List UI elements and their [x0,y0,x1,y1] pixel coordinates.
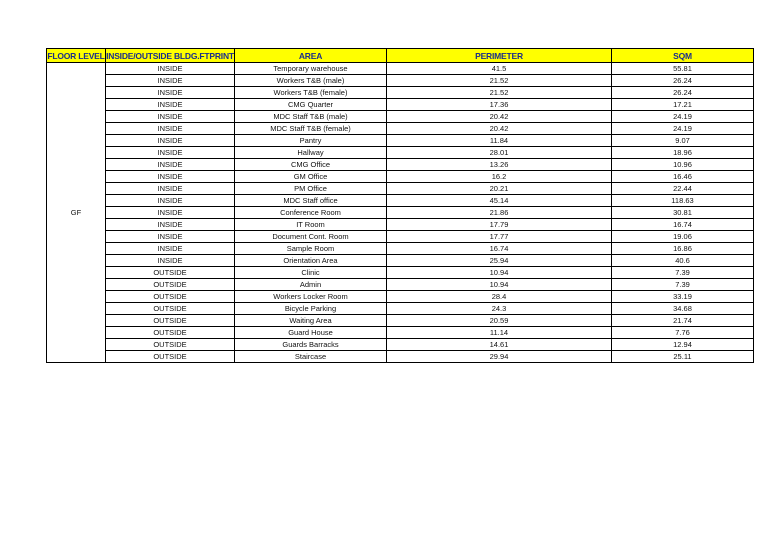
perimeter-cell[interactable]: 29.94 [387,351,612,363]
sqm-cell[interactable]: 55.81 [612,63,754,75]
area-cell[interactable]: Orientation Area [235,255,387,267]
inside-outside-cell[interactable]: INSIDE [106,135,235,147]
perimeter-cell[interactable]: 17.77 [387,231,612,243]
inside-outside-cell[interactable]: INSIDE [106,159,235,171]
sqm-cell[interactable]: 16.86 [612,243,754,255]
sqm-cell[interactable]: 9.07 [612,135,754,147]
table-row [47,291,754,303]
perimeter-cell[interactable]: 17.79 [387,219,612,231]
table-row [47,63,754,75]
table-row [47,303,754,315]
area-cell[interactable]: CMG Quarter [235,99,387,111]
table-row [47,147,754,159]
area-cell[interactable]: Workers T&B (female) [235,87,387,99]
sqm-cell[interactable]: 40.6 [612,255,754,267]
inside-outside-cell[interactable]: OUTSIDE [106,279,235,291]
header-perimeter[interactable]: PERIMETER [387,49,612,63]
sqm-cell[interactable]: 118.63 [612,195,754,207]
sqm-cell[interactable]: 19.06 [612,231,754,243]
area-cell[interactable]: Guards Barracks [235,339,387,351]
inside-outside-cell[interactable]: OUTSIDE [106,267,235,279]
perimeter-cell[interactable]: 11.14 [387,327,612,339]
floor-level-cell[interactable]: GF [47,63,106,363]
area-cell[interactable]: Admin [235,279,387,291]
inside-outside-cell[interactable]: INSIDE [106,99,235,111]
table-row [47,255,754,267]
area-cell[interactable]: PM Office [235,183,387,195]
table-row [47,327,754,339]
sqm-cell[interactable]: 24.19 [612,123,754,135]
area-cell[interactable]: Workers Locker Room [235,291,387,303]
area-cell[interactable]: MDC Staff T&B (female) [235,123,387,135]
perimeter-cell[interactable]: 10.94 [387,267,612,279]
sqm-cell[interactable]: 26.24 [612,87,754,99]
sqm-cell[interactable]: 22.44 [612,183,754,195]
table-row [47,351,754,363]
sqm-cell[interactable]: 21.74 [612,315,754,327]
perimeter-cell[interactable]: 24.3 [387,303,612,315]
inside-outside-cell[interactable]: INSIDE [106,147,235,159]
area-cell[interactable]: Guard House [235,327,387,339]
sqm-cell[interactable]: 7.39 [612,267,754,279]
area-cell[interactable]: MDC Staff office [235,195,387,207]
table-body [47,63,754,363]
perimeter-cell[interactable]: 10.94 [387,279,612,291]
sqm-cell[interactable]: 33.19 [612,291,754,303]
header-inside-outside[interactable]: INSIDE/OUTSIDE BLDG.FTPRINT [106,50,234,61]
sqm-cell[interactable]: 12.94 [612,339,754,351]
inside-outside-cell[interactable]: INSIDE [106,75,235,87]
inside-outside-cell[interactable]: OUTSIDE [106,339,235,351]
table-row [47,195,754,207]
inside-outside-cell[interactable]: INSIDE [106,87,235,99]
area-cell[interactable]: Document Cont. Room [235,231,387,243]
inside-outside-cell[interactable]: OUTSIDE [106,315,235,327]
perimeter-cell[interactable]: 17.36 [387,99,612,111]
sqm-cell[interactable]: 26.24 [612,75,754,87]
area-cell[interactable]: Staircase [235,351,387,363]
inside-outside-cell[interactable]: INSIDE [106,171,235,183]
perimeter-cell[interactable]: 14.61 [387,339,612,351]
area-cell[interactable]: CMG Office [235,159,387,171]
perimeter-cell[interactable]: 45.14 [387,195,612,207]
table-row [47,171,754,183]
perimeter-cell[interactable]: 20.21 [387,183,612,195]
sqm-cell[interactable]: 17.21 [612,99,754,111]
perimeter-cell[interactable]: 20.42 [387,123,612,135]
perimeter-cell[interactable]: 21.86 [387,207,612,219]
header-floor-level[interactable]: FLOOR LEVEL [47,50,105,61]
sqm-cell[interactable]: 16.74 [612,219,754,231]
table-row [47,123,754,135]
table-row [47,219,754,231]
inside-outside-cell[interactable]: INSIDE [106,243,235,255]
area-cell[interactable]: GM Office [235,171,387,183]
perimeter-cell[interactable]: 28.4 [387,291,612,303]
inside-outside-cell[interactable]: INSIDE [106,63,235,75]
perimeter-cell[interactable]: 28.01 [387,147,612,159]
inside-outside-cell[interactable]: OUTSIDE [106,303,235,315]
inside-outside-cell[interactable]: INSIDE [106,219,235,231]
perimeter-cell[interactable]: 21.52 [387,87,612,99]
inside-outside-cell[interactable]: INSIDE [106,111,235,123]
sqm-cell[interactable]: 16.46 [612,171,754,183]
inside-outside-cell[interactable]: OUTSIDE [106,351,235,363]
table-row [47,315,754,327]
area-cell[interactable]: Clinic [235,267,387,279]
table-row [47,111,754,123]
inside-outside-cell[interactable]: OUTSIDE [106,327,235,339]
area-cell[interactable]: Pantry [235,135,387,147]
area-cell[interactable]: Conference Room [235,207,387,219]
perimeter-cell[interactable]: 11.84 [387,135,612,147]
area-cell[interactable]: Waiting Area [235,315,387,327]
table-row [47,243,754,255]
perimeter-cell[interactable]: 20.59 [387,315,612,327]
table-row [47,159,754,171]
header-row [47,49,754,63]
inside-outside-cell[interactable]: INSIDE [106,255,235,267]
table-header [47,49,754,63]
header-area[interactable]: AREA [235,49,387,63]
area-schedule-table [46,48,754,363]
inside-outside-cell[interactable]: OUTSIDE [106,291,235,303]
table-row [47,339,754,351]
inside-outside-cell[interactable]: INSIDE [106,207,235,219]
perimeter-cell[interactable]: 13.26 [387,159,612,171]
perimeter-cell[interactable]: 16.74 [387,243,612,255]
inside-outside-cell[interactable]: INSIDE [106,123,235,135]
sqm-cell[interactable]: 7.76 [612,327,754,339]
table-row [47,231,754,243]
table-row [47,279,754,291]
table-row [47,183,754,195]
sqm-cell[interactable]: 34.68 [612,303,754,315]
perimeter-cell[interactable]: 25.94 [387,255,612,267]
table-row [47,87,754,99]
table-row [47,75,754,87]
area-cell[interactable]: Temporary warehouse [235,63,387,75]
area-cell[interactable]: MDC Staff T&B (male) [235,111,387,123]
area-cell[interactable]: Workers T&B (male) [235,75,387,87]
area-cell[interactable]: IT Room [235,219,387,231]
header-sqm[interactable]: SQM [612,49,754,63]
table-row [47,267,754,279]
inside-outside-cell[interactable]: INSIDE [106,195,235,207]
table-row [47,135,754,147]
sqm-cell[interactable]: 30.81 [612,207,754,219]
sqm-cell[interactable]: 18.96 [612,147,754,159]
sqm-cell[interactable]: 10.96 [612,159,754,171]
inside-outside-cell[interactable]: INSIDE [106,231,235,243]
sqm-cell[interactable]: 25.11 [612,351,754,363]
perimeter-cell[interactable]: 41.5 [387,63,612,75]
area-cell[interactable]: Hallway [235,147,387,159]
table-row [47,99,754,111]
perimeter-cell[interactable]: 20.42 [387,111,612,123]
table-row [47,207,754,219]
inside-outside-cell[interactable]: INSIDE [106,183,235,195]
perimeter-cell[interactable]: 16.2 [387,171,612,183]
sqm-cell[interactable]: 7.39 [612,279,754,291]
sqm-cell[interactable]: 24.19 [612,111,754,123]
perimeter-cell[interactable]: 21.52 [387,75,612,87]
area-cell[interactable]: Sample Room [235,243,387,255]
area-cell[interactable]: Bicycle Parking [235,303,387,315]
